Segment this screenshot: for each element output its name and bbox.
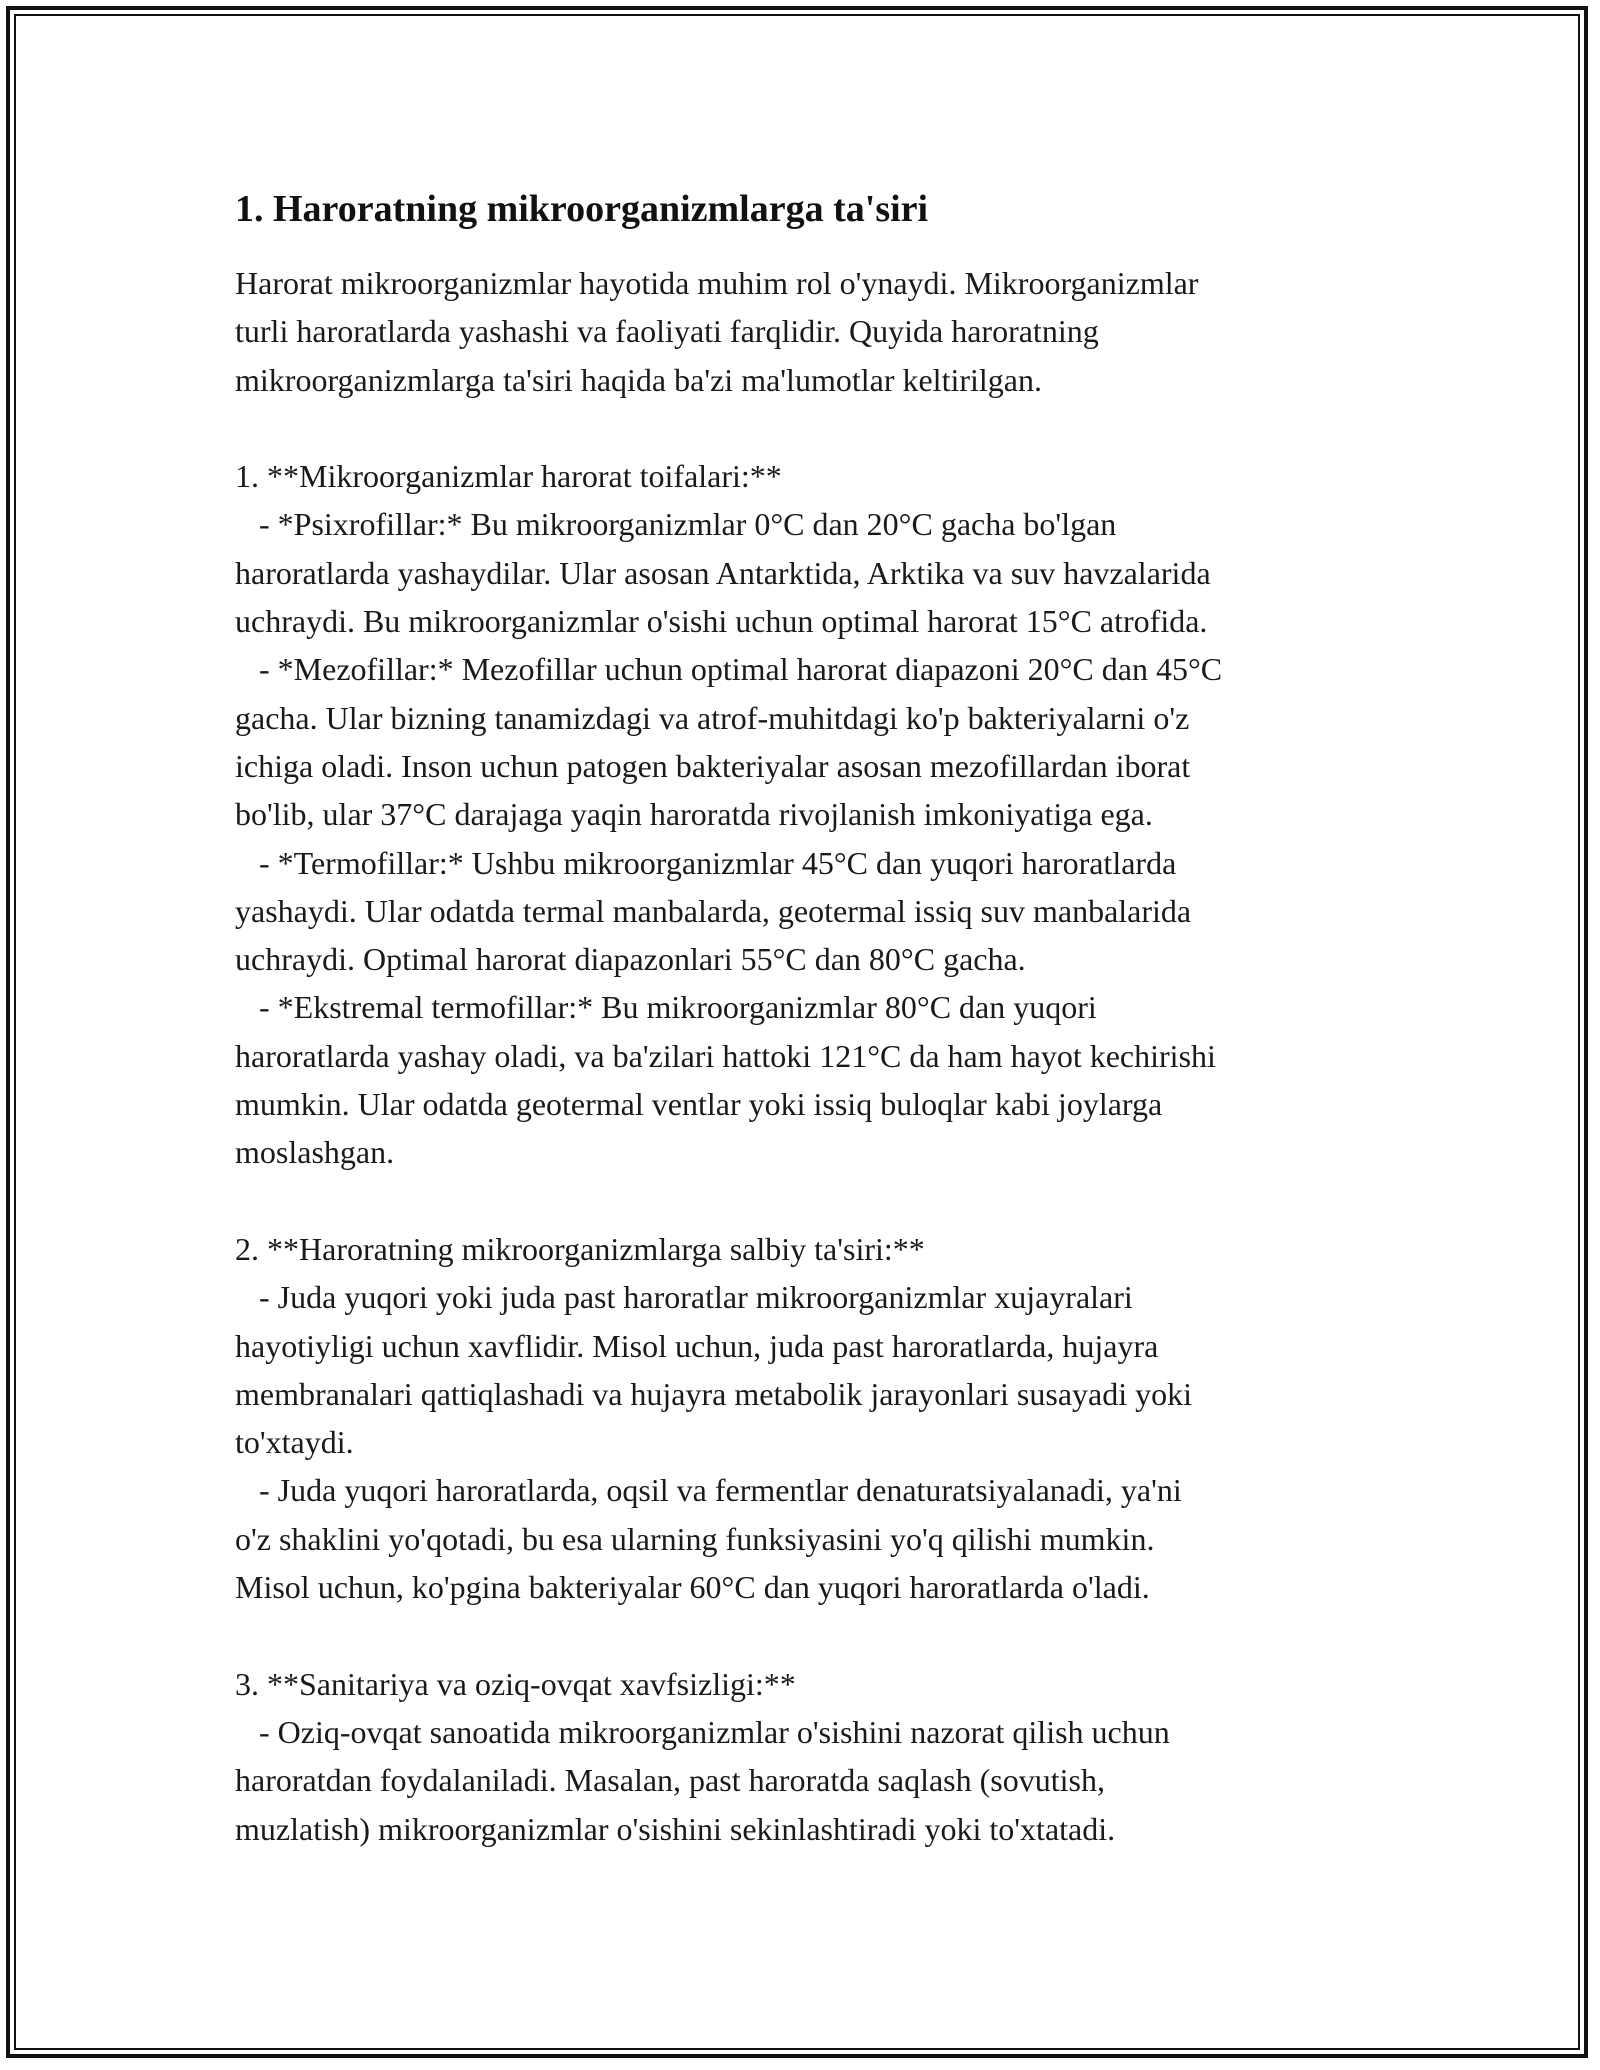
document-heading: 1. Haroratning mikroorganizmlarga ta'siri [235, 188, 929, 230]
document-body: Harorat mikroorganizmlar hayotida muhim rol o'ynaydi. Mikroorganizmlar turli haroratlarda yashashi va faoliyati farqlidir. Quyida haroratning mikroorganizmlarga ta'siri haqida ba'zi ma'lumotlar keltirilgan. 1. **Mikroorganizmlar harorat toifalari:** - *Psixrofillar:* Bu mikroorganizmlar 0°C dan 20°C gacha bo'lgan haroratlarda yashaydilar. Ular asosan Antarktida, Arktika va suv havzalarida uchraydi. Bu mikroorganizmlar o'sishi uchun optimal harorat 15°C atrofida. - *Mezofillar:* Mezofillar uchun optimal harorat diapazoni 20°C dan 45°C gacha. Ular bizning tanamizdagi va atrof-muhitdagi ko'p bakteriyalarni o'z ichiga oladi. Inson uchun patogen bakteriyalar asosan mezofillardan iborat bo'lib, ular 37°C darajaga yaqin haroratda rivojlanish imkoniyatiga ega. - *Termofillar:* Ushbu mikroorganizmlar 45°C dan yuqori haroratlarda yashaydi. Ular odatda termal manbalarda, geotermal issiq suv manbalarida uchraydi. Optimal harorat diapazonlari 55°C dan 80°C gacha. - *Ekstremal termofillar:* Bu mikroorganizmlar 80°C dan yuqori haroratlarda yashay oladi, va ba'zilari hattoki 121°C da ham hayot kechirishi mumkin. Ular odatda geotermal ventlar yoki issiq buloqlar kabi joylarga moslashgan. 2. **Haroratning mikroorganizmlarga salbiy ta'siri:** - Juda yuqori yoki juda past haroratlar mikroorganizmlar xujayralari hayotiyligi uchun xavflidir. Misol uchun, juda past haroratlarda, hujayra membranalari qattiqlashadi va hujayra metabolik jarayonlari susayadi yoki to'xtaydi. - Juda yuqori haroratlarda, oqsil va fermentlar denaturatsiyalanadi, ya'ni o'z shaklini yo'qotadi, bu esa ularning funksiyasini yo'q qilishi mumkin. Misol uchun, ko'pgina bakteriyalar 60°C dan yuqori haroratlarda o'ladi. 3. **Sanitariya va oziq-ovqat xavfsizligi:** - Oziq-ovqat sanoatida mikroorganizmlar o'sishini nazorat qilish uchun haroratdan foydalaniladi. Masalan, past haroratda saqlash (sovutish, muzlatish) mikroorganizmlar o'sishini sekinlashtiradi yoki to'xtatadi. [235, 265, 1223, 1847]
document-content [235, 185, 1385, 1853]
